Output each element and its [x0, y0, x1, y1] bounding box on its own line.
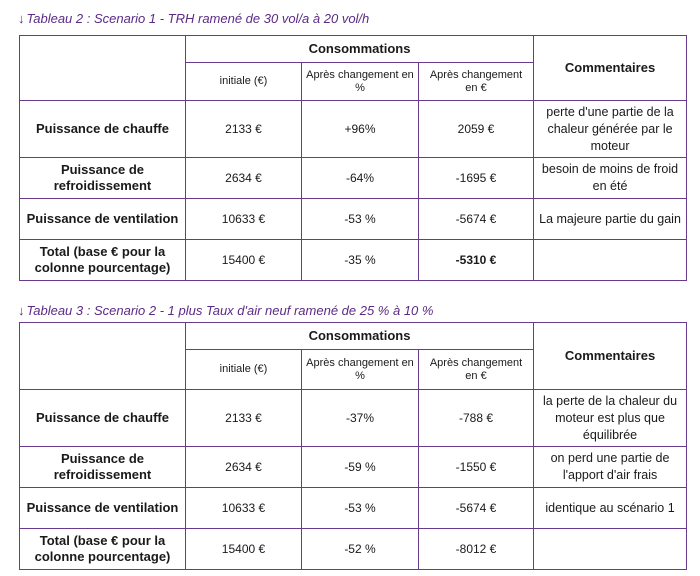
cell-pct: -64%	[302, 158, 419, 199]
cell-initial: 10633 €	[186, 488, 302, 529]
cell-comment: la perte de la chaleur du moteur est plus que équilibrée	[534, 390, 687, 447]
cell-initial: 2133 €	[186, 101, 302, 158]
table-row	[20, 390, 687, 447]
header-commentaires: Commentaires	[534, 323, 687, 390]
table-row	[20, 488, 687, 529]
cell-pct: -35 %	[302, 240, 419, 281]
arrow-down-icon: ↓	[18, 303, 25, 318]
table-1-caption-text: Tableau 2 : Scenario 1 - TRH ramené de 30 vol/a à 20 vol/h	[26, 11, 370, 26]
header-apres-pct: Après changement en %	[302, 63, 419, 101]
row-label: Puissance de refroidissement	[20, 158, 186, 199]
row-label: Total (base € pour la colonne pourcentage)	[20, 240, 186, 281]
table-1-caption	[18, 11, 369, 26]
cell-initial: 10633 €	[186, 199, 302, 240]
cell-eur: -5674 €	[419, 199, 534, 240]
row-label: Puissance de chauffe	[20, 101, 186, 158]
table-row	[20, 101, 687, 158]
cell-pct: -53 %	[302, 199, 419, 240]
header-apres-pct: Après changement en %	[302, 350, 419, 390]
cell-pct: -52 %	[302, 529, 419, 570]
cell-pct: +96%	[302, 101, 419, 158]
cell-comment: La majeure partie du gain	[534, 199, 687, 240]
cell-comment	[534, 529, 687, 570]
table-2-caption-text: Tableau 3 : Scenario 2 - 1 plus Taux d'air neuf ramené de 25 % à 10 %	[26, 303, 434, 318]
header-empty-cell	[20, 36, 186, 101]
row-label: Total (base € pour la colonne pourcentage)	[20, 529, 186, 570]
header-empty-cell	[20, 323, 186, 390]
row-label: Puissance de ventilation	[20, 199, 186, 240]
header-apres-eur: Après changement en €	[419, 63, 534, 101]
cell-comment: identique au scénario 1	[534, 488, 687, 529]
table-row	[20, 158, 687, 199]
cell-initial: 2634 €	[186, 158, 302, 199]
cell-pct: -59 %	[302, 447, 419, 488]
table-2-caption	[18, 303, 433, 318]
header-consommations: Consommations	[186, 323, 534, 350]
header-consommations: Consommations	[186, 36, 534, 63]
table-1	[19, 35, 687, 281]
cell-initial: 15400 €	[186, 529, 302, 570]
cell-comment	[534, 240, 687, 281]
cell-initial: 15400 €	[186, 240, 302, 281]
header-commentaires: Commentaires	[534, 36, 687, 101]
table-2	[19, 322, 687, 570]
cell-initial: 2634 €	[186, 447, 302, 488]
header-apres-eur: Après changement en €	[419, 350, 534, 390]
cell-initial: 2133 €	[186, 390, 302, 447]
cell-pct: -53 %	[302, 488, 419, 529]
cell-pct: -37%	[302, 390, 419, 447]
header-initiale: initiale (€)	[186, 350, 302, 390]
header-initiale: initiale (€)	[186, 63, 302, 101]
cell-eur: -8012 €	[419, 529, 534, 570]
row-label: Puissance de chauffe	[20, 390, 186, 447]
cell-eur: -5310 €	[419, 240, 534, 281]
cell-eur: -1550 €	[419, 447, 534, 488]
cell-comment: perte d'une partie de la chaleur générée par le moteur	[534, 101, 687, 158]
cell-eur: -788 €	[419, 390, 534, 447]
row-label: Puissance de refroidissement	[20, 447, 186, 488]
cell-comment: on perd une partie de l'apport d'air frais	[534, 447, 687, 488]
cell-eur: 2059 €	[419, 101, 534, 158]
table-row	[20, 240, 687, 281]
table-row	[20, 199, 687, 240]
cell-eur: -1695 €	[419, 158, 534, 199]
table-row	[20, 447, 687, 488]
cell-eur: -5674 €	[419, 488, 534, 529]
table-row	[20, 529, 687, 570]
row-label: Puissance de ventilation	[20, 488, 186, 529]
cell-comment: besoin de moins de froid en été	[534, 158, 687, 199]
arrow-down-icon: ↓	[18, 11, 25, 26]
